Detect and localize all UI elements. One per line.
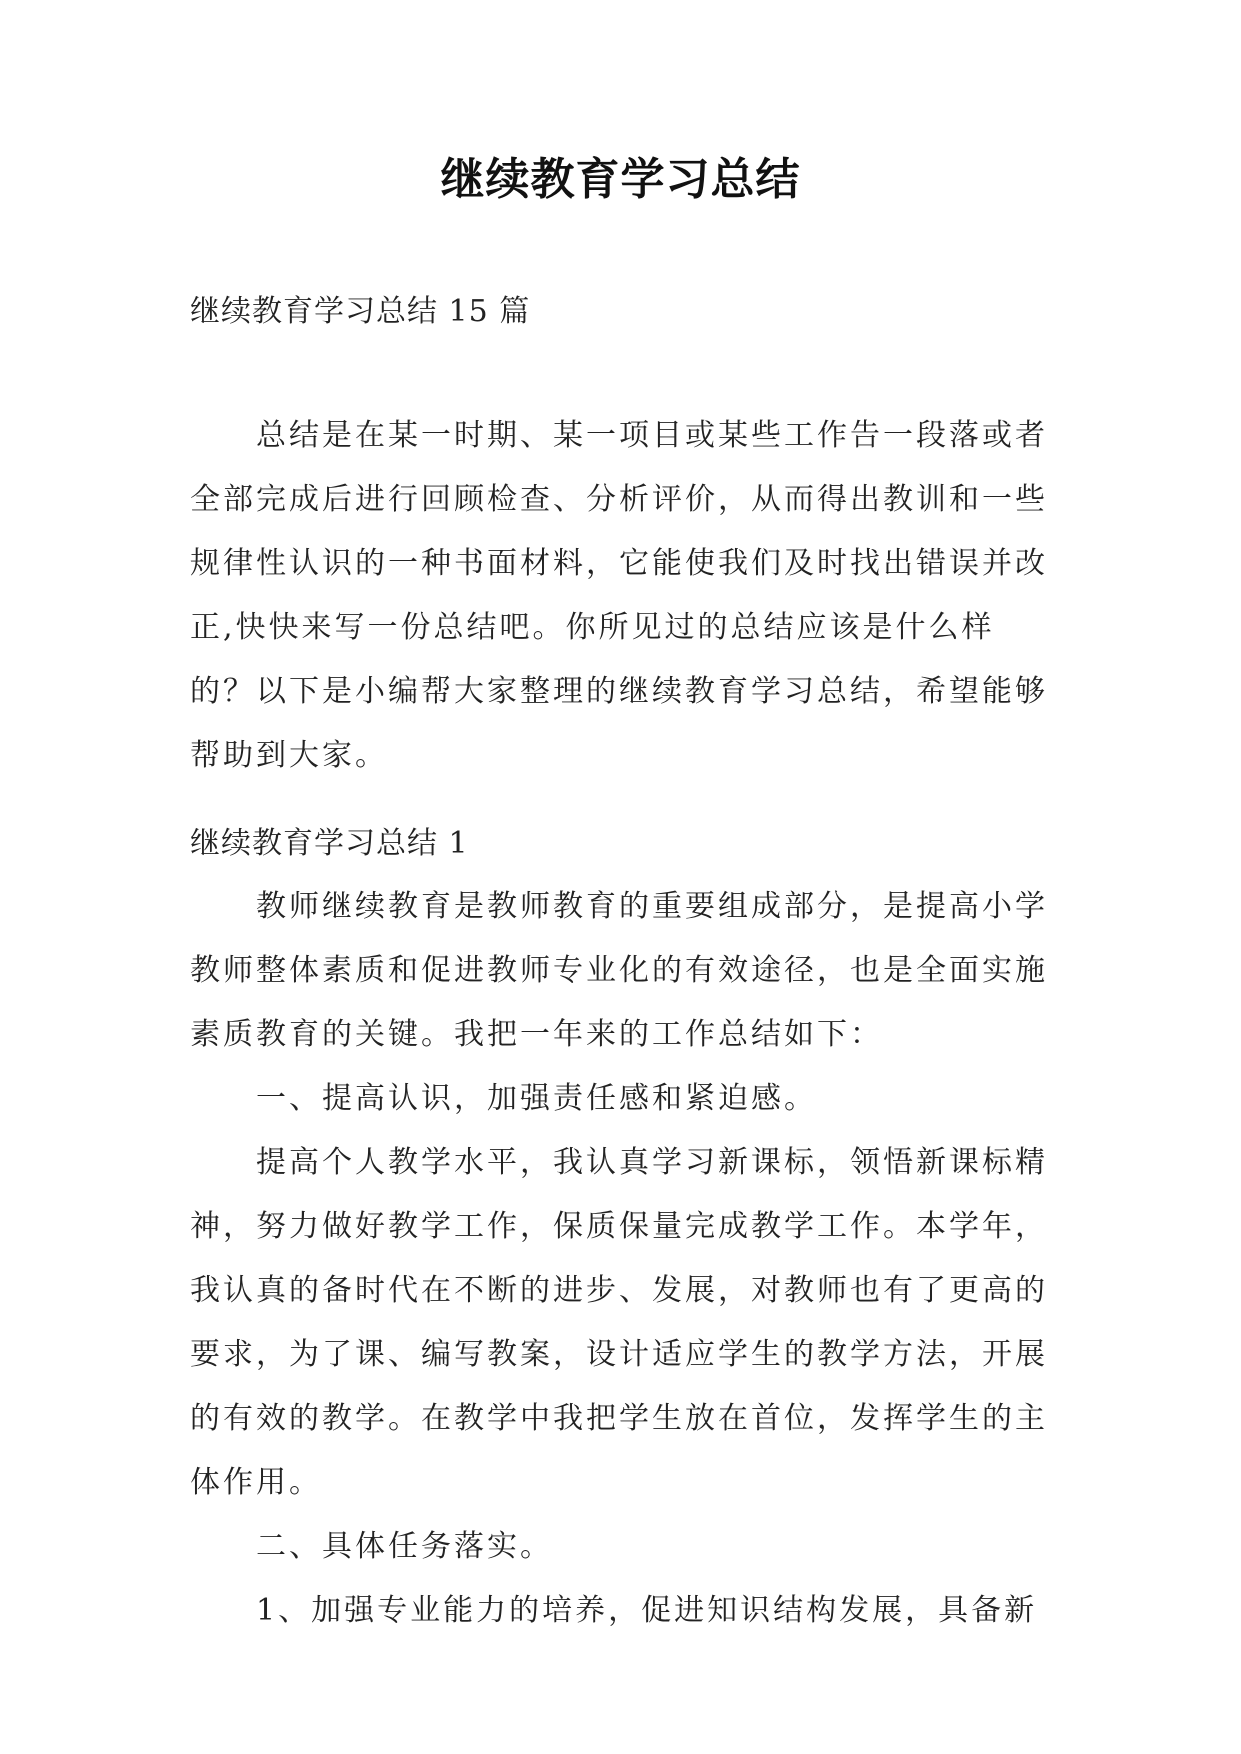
section-body bbox=[190, 875, 1060, 1643]
body-paragraph: 提高个人教学水平，我认真学习新课标，领悟新课标精神，努力做好教学工作，保质保量完成教学工作。本学年，我认真的备时代在不断的进步、发展，对教师也有了更高的要求，为了课、编写教案，设计适应学生的教学方法，开展的有效的教学。在教学中我把学生放在首位，发挥学生的主体作用。 bbox=[190, 1145, 1048, 1500]
body-paragraph: 一、提高认识，加强责任感和紧迫感。 bbox=[256, 1081, 817, 1116]
body-paragraph: 1、加强专业能力的培养，促进知识结构发展，具备新 bbox=[256, 1593, 1038, 1628]
intro-paragraph: 总结是在某一时期、某一项目或某些工作告一段落或者全部完成后进行回顾检查、分析评价，从而得出教训和一些规律性认识的一种书面材料，它能使我们及时找出错误并改正,快快来写一份总结吧。你所见过的总结应该是什么样的？以下是小编帮大家整理的继续教育学习总结，希望能够帮助到大家。 bbox=[190, 418, 1048, 773]
document-title: 继续教育学习总结 bbox=[440, 154, 801, 205]
body-paragraph: 二、具体任务落实。 bbox=[256, 1529, 553, 1564]
body-paragraph: 教师继续教育是教师教育的重要组成部分，是提高小学教师整体素质和促进教师专业化的有效途径，也是全面实施素质教育的关键。我把一年来的工作总结如下： bbox=[190, 889, 1048, 1052]
document-subtitle: 继续教育学习总结 15 篇 bbox=[190, 294, 531, 329]
section-heading: 继续教育学习总结 1 bbox=[190, 826, 469, 861]
